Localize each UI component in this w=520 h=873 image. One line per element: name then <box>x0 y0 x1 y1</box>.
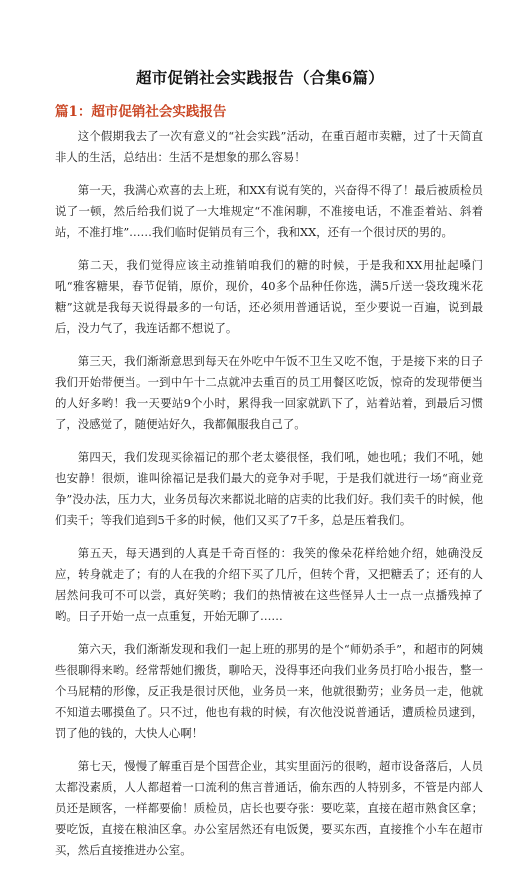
paragraph-day-7: 第七天，慢慢了解重百是个国营企业，其实里面污的很哟，超市设备落后，人员太都没素质，人人都超着一口流利的焦言普通话，偷东西的人特别多，不管是内部人员还是顾客，一样都要偷！质检员，店长也要夺张：要吃菜，直接在超市熟食区拿；要吃饭，直接在粮油区拿。办公室居然还有电饭煲，要买东西，直接推个小车在超市买，然后直接推进办公室。 <box>55 759 483 857</box>
paragraph-day-4: 第四天，我们发现买徐福记的那个老太婆很怪，我们吼，她也吼；我们不吼，她也安静！很烦，谁叫徐福记是我们最大的竞争对手呢，于是我们就进行一场“商业竞争”没办法，压力大，业务员每次来都说北暗的店卖的比我们好。我们卖千的时候，他们卖千；等我们追到5千多的时候，他们又买了7千多，总是压着我们。 <box>55 450 483 527</box>
paragraph-day-5: 第五天，每天遇到的人真是千奇百怪的：我笑的像朵花样给她介绍，她确没反应，转身就走了；有的人在我的介绍下买了几斤，但转个背，又把糖丢了；还有的人居然问我可不可以尝，真好笑哟；我们的热情被在这些怪异人士一点一点播残掉了哟。日子开始一点一点重复，开始无聊了…… <box>55 546 483 623</box>
document-body <box>55 126 483 873</box>
paragraph-day-3: 第三天，我们渐渐意思到每天在外吃中午饭不卫生又吃不饱，于是接下来的日子我们开始带便当。一到中午十二点就冲去重百的员工用餐区吃饭，惊奇的发现带便当的人好多哟！我一天要站9个小时，累得我一回家就趴下了，站着站着，到最后习惯了，没感觉了，随便站好久，我都佩服我自己了。 <box>55 354 483 431</box>
document-title: 超市促销社会实践报告（合集6篇） <box>135 68 385 87</box>
section-heading: 篇1：超市促销社会实践报告 <box>55 104 227 120</box>
paragraph-intro: 这个假期我去了一次有意义的“社会实践”活动，在重百超市卖糖，过了十天简直非人的生活，总结出：生活不是想象的那么容易！ <box>55 129 483 164</box>
paragraph-day-2: 第二天，我们觉得应该主动推销咱我们的糖的时候，于是我和XX用扯起嗓门吼“雅客糖果，春节促销，原价，现价，40多个品种任你选，满5斤送一袋玫瑰米花糖”这就是我每天说得最多的一句话，还必须用普通话说，至少要说一百遍，说到最后，没力气了，我连话都不想说了。 <box>55 258 483 335</box>
paragraph-day-6: 第六天，我们渐渐发现和我们一起上班的那男的是个“师奶杀手”，和超市的阿姨些很聊得来哟。经常帮她们搬货，聊哈天，没得事还向我们业务员打哈小报告，整一个马屁精的形像，反正我是很讨厌他，业务员一来，他就很勤劳；业务员一走，他就不知道去哪摸鱼了。只不过，他也有栽的时候，有次他没说普通话，遭质检员逮到，罚了他的钱的，大快人心啊！ <box>55 642 483 740</box>
paragraph-day-1: 第一天，我满心欢喜的去上班，和XX有说有笑的，兴奋得不得了！最后被质检员说了一顿，然后给我们说了一大堆规定“不准闲聊，不准接电话，不准歪着站、斜着站，不准打堆”……我们临时促销员有三个，我和XX，还有一个很讨厌的男的。 <box>55 183 483 239</box>
